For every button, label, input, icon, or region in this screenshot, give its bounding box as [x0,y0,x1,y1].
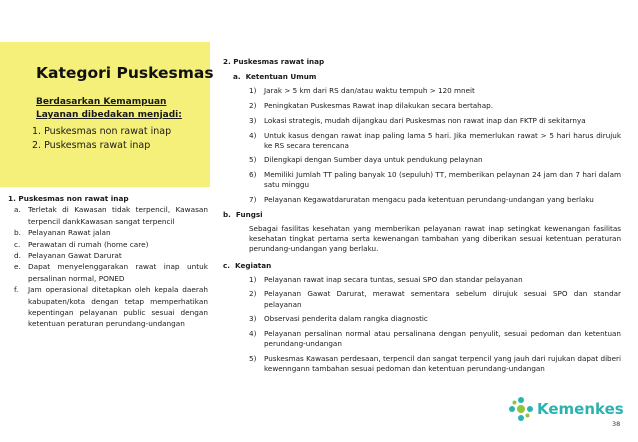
item-number: 3) [249,314,257,324]
list-item [249,131,621,151]
list-letter: d. [14,251,21,261]
kemenkes-logo-icon [508,396,534,422]
subsection-letter: b. [223,209,231,219]
list-item [8,261,208,284]
kemenkes-logo [508,396,624,422]
fungsi-paragraph: Sebagai fasilitas kesehatan yang memberikan pelayanan rawat inap setingkat kewenangan fasilitas kesehatan tingkat pertama serta kewenangan tambahan yang diberikan sesuai ketentuan peraturan perundang-undangan yang berlaku. [249,223,621,254]
list-item [249,116,621,126]
item-text: Puskesmas Kawasan perdesaan, terpencil dan sangat terpencil yang jauh dari rujukan dapat diberi kewenngann tambahan sesuai pedoman dan ketentuan perundang-undangan [264,353,621,374]
item-text: Jarak > 5 km dari RS dan/atau waktu tempuh > 120 mneit [264,86,475,96]
list-letter: f. [14,285,19,295]
section-heading-text: Puskesmas rawat inap [233,57,325,66]
category-text: Puskesmas non rawat inap [44,126,172,137]
list-letter: c. [14,239,21,249]
subsection-title: Kegiatan [235,260,272,270]
list-item [249,170,621,190]
item-text: Untuk kasus dengan rawat inap paling lama 5 hari. Jika memerlukan rawat > 5 hari harus dirujuk ke RS secara terencana [264,130,621,150]
category-item [32,139,171,153]
ketentuan-list [249,86,621,205]
section-heading [8,193,208,204]
list-text: Dapat menyelenggarakan rawat inap untuk persalinan normal, PONED [28,262,208,283]
list-item [8,250,208,261]
item-text: Peningkatan Puskesmas Rawat inap dilakukan secara bertahap. [264,101,493,111]
non-rawat-inap-list [8,204,208,329]
list-text: Pelayanan Gawat Darurat [28,251,122,261]
item-number: 4) [249,130,257,140]
category-item [32,125,171,139]
item-text: Dilengkapi dengan Sumber daya untuk pendukung pelaynan [264,155,483,165]
list-item [8,204,208,227]
item-number: 4) [249,329,257,339]
subsection-title: Fungsi [235,209,263,219]
list-item [249,289,621,309]
list-item [8,284,208,330]
page-number: 38 [612,420,621,428]
list-item [249,314,621,324]
subsection-letter: a. [233,72,241,82]
category-text: Puskesmas rawat inap [44,140,151,151]
page-title: Kategori Puskesmas [36,64,214,82]
non-rawat-inap-section [8,193,208,330]
subsection-title: Ketentuan Umum [245,72,317,82]
item-text: Pelayanan persalinan normal atau persalinana dengan penyulit, sesuai pedoman dan ketentuan perundang-undangan [264,329,621,349]
section-heading [223,57,621,67]
item-text: Lokasi strategis, mudah dijangkau dari Puskesmas non rawat inap dan FKTP di sekitarnya [264,115,586,125]
list-text: Perawatan di rumah (home care) [28,239,149,249]
item-number: 5) [249,155,257,165]
item-number: 6) [249,170,257,180]
item-number: 7) [249,195,257,205]
list-text: Jam operasional ditetapkan oleh kepala daerah kabupaten/kota dengan tetap memperhatikan kepentingan pelayanan public sesuai dengan ketentuan peraturan perundang-undangan [28,285,208,329]
item-number: 1) [249,86,257,96]
logo-text: Kemenkes [537,400,624,418]
box-subtitle: Berdasarkan Kemampuan Layanan dibedakan menjadi: [36,97,182,120]
item-number: 5) [249,353,257,363]
list-item [249,195,621,205]
item-text: Observasi penderita dalam rangka diagnostic [264,314,428,324]
subsection-letter: c. [223,260,230,270]
item-text: Pelayanan Gawat Darurat, merawat sementara sebelum dirujuk sesuai SPO dan standar pelayanan [264,289,621,309]
list-item [249,329,621,349]
list-item [249,155,621,165]
subsection-heading-kegiatan [223,261,621,271]
list-item [8,239,208,250]
list-text: Pelayanan Rawat jalan [28,228,111,238]
list-item [249,354,621,374]
category-number: 2. [32,140,42,151]
title-panel [0,42,214,187]
item-text: Memiliki Jumlah TT paling banyak 10 (sepuluh) TT, memberikan pelaynan 24 jam dan 7 hari dalam satu minggu [264,170,621,190]
list-item [249,101,621,111]
list-item [249,86,621,96]
list-letter: e. [14,262,21,272]
section-number: 2. [223,57,231,66]
list-item [8,227,208,238]
subsection-heading-fungsi [223,210,621,220]
list-item [249,275,621,285]
kegiatan-list [249,275,621,375]
subsection-heading-ketentuan [233,72,621,82]
list-text: Terletak di Kawasan tidak terpencil, Kawasan terpencil dankKawasan sangat terpencil [28,205,208,226]
item-number: 2) [249,289,257,299]
item-text: Pelayanan rawat inap secara tuntas, sesuai SPO dan standar pelayanan [264,274,523,284]
item-number: 3) [249,115,257,125]
list-letter: b. [14,228,21,238]
category-list [32,125,171,153]
item-text: Pelayanan Kegawatdaruratan mengacu pada ketentuan perundang-undangan yang berlaku [264,195,594,205]
section-heading-text: Puskesmas non rawat inap [18,194,129,203]
item-number: 2) [249,101,257,111]
category-number: 1. [32,126,42,137]
list-letter: a. [14,205,21,215]
rawat-inap-section [223,57,621,379]
item-number: 1) [249,274,257,284]
section-number: 1. [8,194,16,203]
